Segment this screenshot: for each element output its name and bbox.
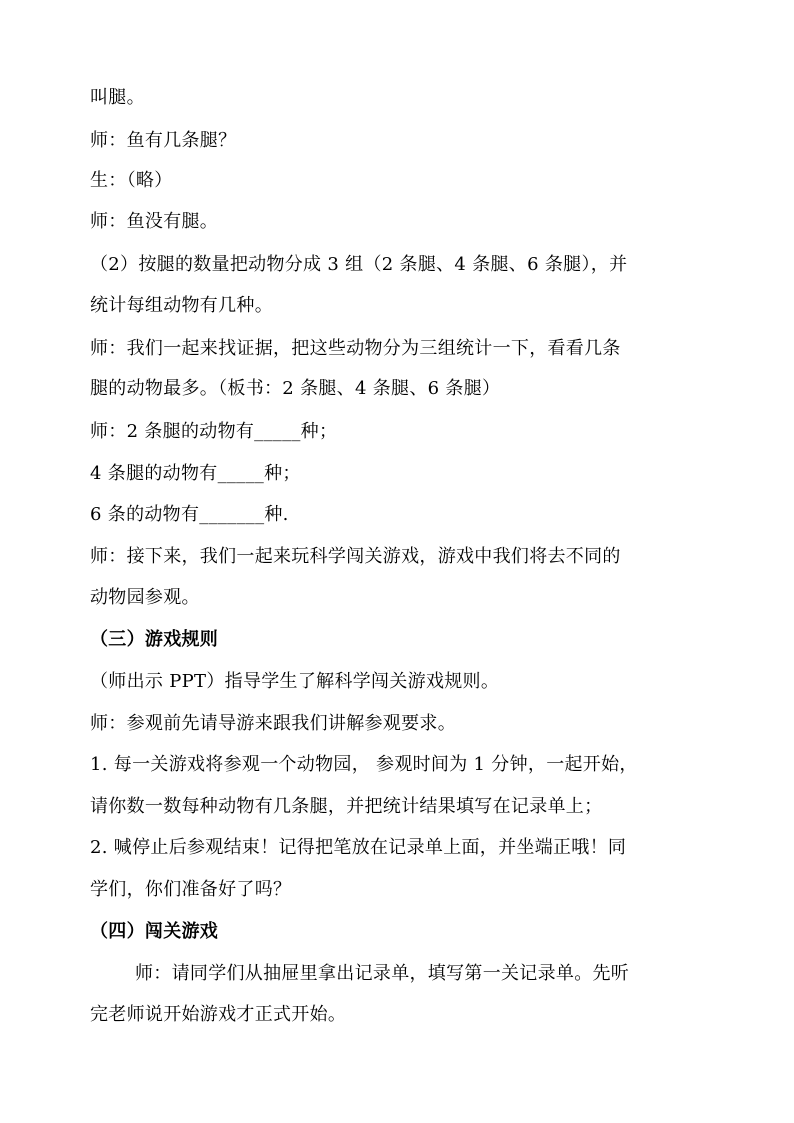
text-line: （2）按腿的数量把动物分成 3 组（2 条腿、4 条腿、6 条腿），并	[90, 254, 628, 275]
section-heading: （三）游戏规则	[90, 629, 219, 650]
text-line: 师：我们一起来找证据，把这些动物分为三组统计一下，看看几条	[90, 338, 621, 359]
text-line: 学们，你们准备好了吗？	[90, 879, 292, 900]
text-line: 1. 每一关游戏将参观一个动物园， 参观时间为 1 分钟，一起开始，	[90, 754, 638, 775]
text-line: 师：鱼没有腿。	[90, 211, 219, 232]
text-line: 请你数一数每种动物有几条腿，并把统计结果填写在记录单上；	[90, 796, 603, 817]
text-line: 生：（略）	[90, 170, 173, 191]
text-line: 师：请同学们从抽屉里拿出记录单，填写第一关记录单。先听	[135, 963, 630, 984]
text-line: 统计每组动物有几种。	[90, 295, 273, 316]
section-heading: （四）闯关游戏	[90, 921, 219, 942]
text-line: 完老师说开始游戏才正式开始。	[90, 1004, 347, 1025]
text-line: （师出示 PPT）指导学生了解科学闯关游戏规则。	[90, 671, 500, 692]
text-line: 师：接下来，我们一起来玩科学闯关游戏，游戏中我们将去不同的	[90, 546, 621, 567]
text-line: 2. 喊停止后参观结束！记得把笔放在记录单上面，并坐端正哦！同	[90, 837, 627, 858]
text-line: 叫腿。	[90, 87, 145, 108]
text-line: 6 条的动物有_______种.	[90, 504, 289, 525]
text-line: 腿的动物最多。（板书：2 条腿、4 条腿、6 条腿）	[90, 378, 501, 399]
text-line: 师：2 条腿的动物有_____种；	[90, 421, 338, 442]
text-line: 动物园参观。	[90, 587, 200, 608]
text-line: 4 条腿的动物有_____种；	[90, 463, 301, 484]
text-line: 师：参观前先请导游来跟我们讲解参观要求。	[90, 713, 456, 734]
text-line: 师：鱼有几条腿？	[90, 130, 237, 151]
